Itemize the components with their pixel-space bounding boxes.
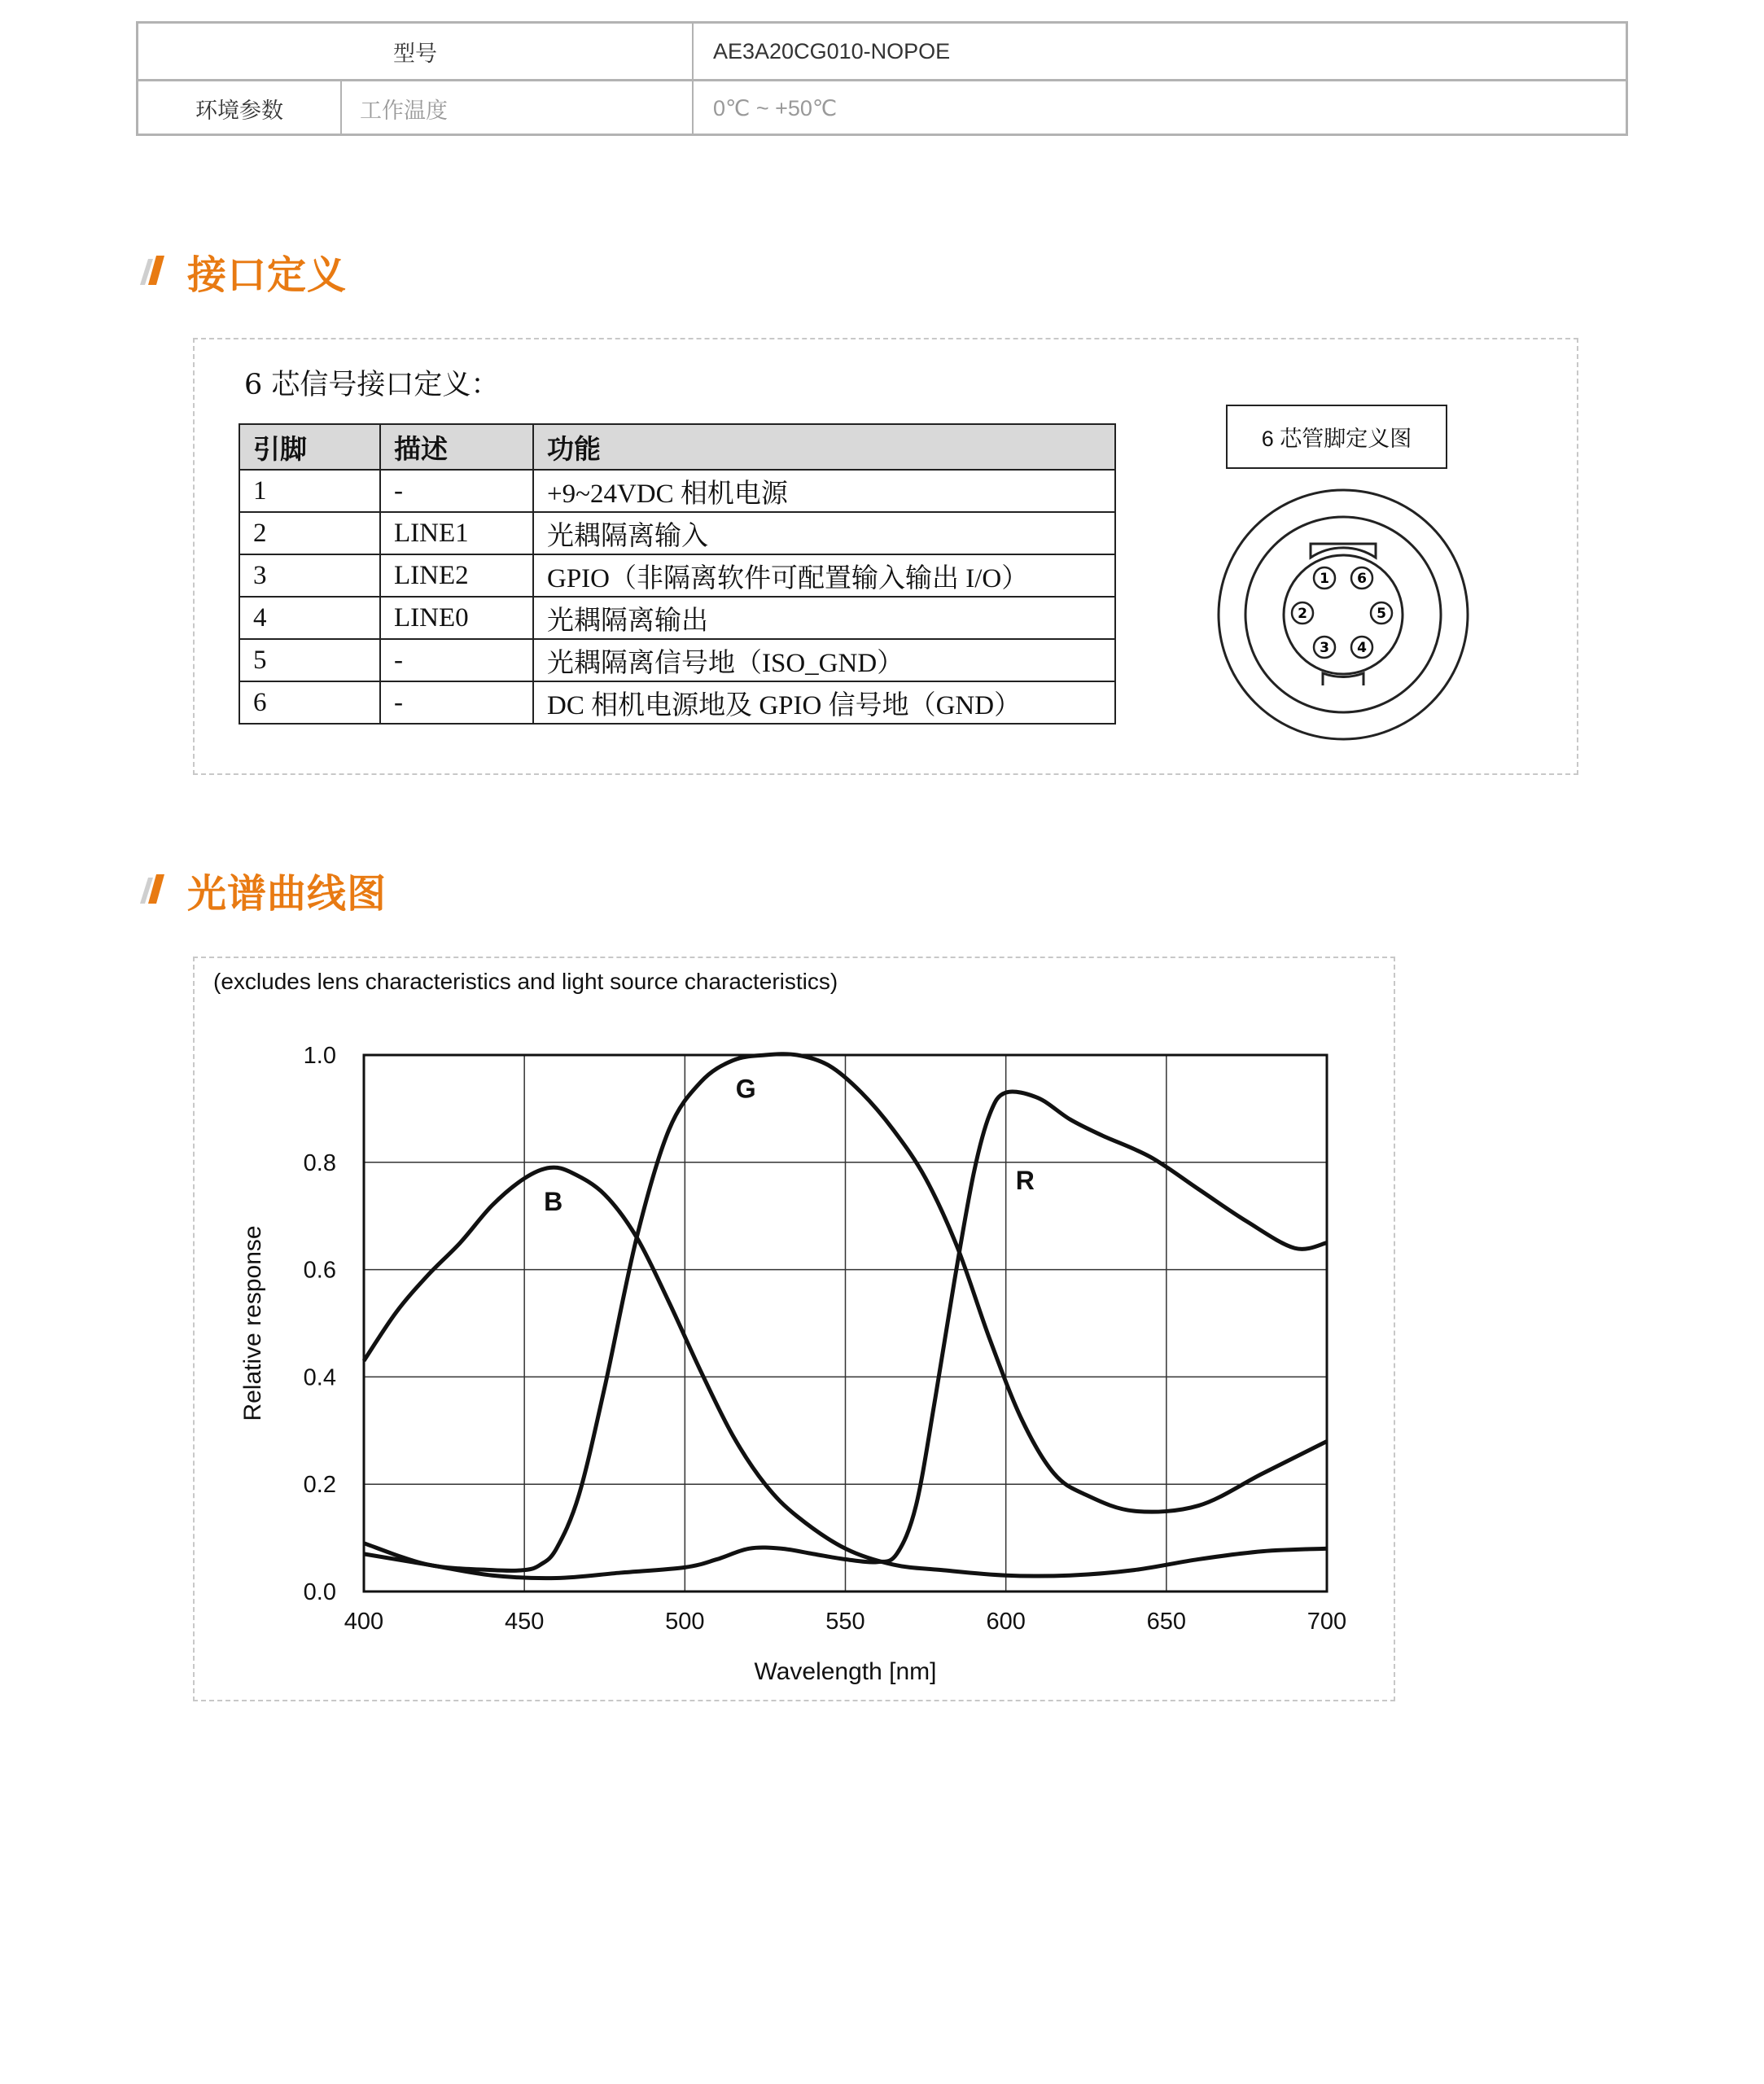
connector-pin-label: 3 xyxy=(1320,640,1329,656)
pin-desc: LINE2 xyxy=(380,554,533,597)
chart-note: (excludes lens characteristics and light source characteristics) xyxy=(213,969,838,994)
pin-table xyxy=(239,423,1116,725)
pin-caption: 6 芯信号接口定义： xyxy=(244,369,500,401)
y-tick-label: 1.0 xyxy=(303,1043,336,1069)
x-tick-label: 550 xyxy=(825,1609,865,1635)
connector-pin-label: 4 xyxy=(1357,640,1367,656)
spectral-response-chart xyxy=(204,1009,1376,1693)
y-tick-label: 0.2 xyxy=(303,1472,336,1499)
header-desc: 描述 xyxy=(380,424,533,470)
pin-desc: LINE1 xyxy=(380,512,533,554)
pin-func: 光耦隔离信号地（ISO_GND） xyxy=(533,639,1115,681)
pin-number: 6 xyxy=(239,681,380,724)
y-tick-label: 0.8 xyxy=(303,1149,336,1176)
temp-value: 0℃ ~ +50℃ xyxy=(713,95,838,120)
x-axis-label: Wavelength [nm] xyxy=(754,1658,937,1685)
connector-pin-label: 1 xyxy=(1320,571,1329,587)
divider xyxy=(340,81,342,136)
header-pin: 引脚 xyxy=(239,424,380,470)
env-label: 环境参数 xyxy=(195,98,283,123)
header-func: 功能 xyxy=(533,424,1115,470)
pin-func: 光耦隔离输入 xyxy=(533,512,1115,554)
spec-row-model xyxy=(138,24,1626,81)
section-title: 光谱曲线图 xyxy=(187,872,387,916)
spec-table xyxy=(136,21,1628,136)
table-row xyxy=(239,597,1115,639)
table-row xyxy=(239,681,1115,724)
section-heading-spectrum xyxy=(129,861,387,918)
series-annotation: G xyxy=(735,1074,756,1104)
x-tick-label: 400 xyxy=(344,1609,384,1635)
pin-desc: LINE0 xyxy=(380,597,533,639)
series-annotation: R xyxy=(1015,1165,1035,1195)
connector-pin xyxy=(1371,602,1392,624)
connector-pin xyxy=(1314,567,1335,589)
y-tick-label: 0.0 xyxy=(303,1579,336,1605)
pin-number: 4 xyxy=(239,597,380,639)
connector-pin-label: 5 xyxy=(1377,606,1386,622)
table-row xyxy=(239,554,1115,597)
series-annotation: B xyxy=(544,1187,563,1217)
pin-table-header xyxy=(239,424,1115,470)
model-label: 型号 xyxy=(393,41,437,66)
slash-accent-icon xyxy=(129,869,169,910)
connector-pin xyxy=(1314,637,1335,658)
pin-desc: - xyxy=(380,470,533,512)
y-tick-label: 0.6 xyxy=(303,1257,336,1284)
table-row xyxy=(239,639,1115,681)
pin-number: 2 xyxy=(239,512,380,554)
connector-pin xyxy=(1351,567,1372,589)
divider xyxy=(692,24,694,79)
connector-pin xyxy=(1292,602,1313,624)
pin-desc: - xyxy=(380,639,533,681)
x-tick-label: 700 xyxy=(1307,1609,1347,1635)
y-axis-label: Relative response xyxy=(239,1225,266,1421)
model-value: AE3A20CG010-NOPOE xyxy=(713,38,951,63)
x-tick-label: 600 xyxy=(986,1609,1026,1635)
slash-accent-icon xyxy=(129,251,169,291)
table-row xyxy=(239,512,1115,554)
connector-pin-diagram xyxy=(1213,484,1473,745)
spec-row-temperature xyxy=(138,81,1626,136)
pin-func: +9~24VDC 相机电源 xyxy=(533,470,1115,512)
section-heading-interface xyxy=(129,243,347,300)
pin-number: 3 xyxy=(239,554,380,597)
pin-func: DC 相机电源地及 GPIO 信号地（GND） xyxy=(533,681,1115,724)
connector-pin xyxy=(1351,637,1372,658)
x-tick-label: 450 xyxy=(504,1609,545,1635)
pin-number: 5 xyxy=(239,639,380,681)
pin-func: 光耦隔离输出 xyxy=(533,597,1115,639)
divider xyxy=(692,81,694,136)
pin-func: GPIO（非隔离软件可配置输入输出 I/O） xyxy=(533,554,1115,597)
connector-pin-label: 2 xyxy=(1298,606,1307,622)
pin-desc: - xyxy=(380,681,533,724)
section-title: 接口定义 xyxy=(187,253,348,297)
table-row xyxy=(239,470,1115,512)
connector-pin-label: 6 xyxy=(1357,571,1367,587)
x-tick-label: 500 xyxy=(665,1609,705,1635)
x-tick-label: 650 xyxy=(1146,1609,1187,1635)
temp-label: 工作温度 xyxy=(360,98,448,123)
pin-number: 1 xyxy=(239,470,380,512)
y-tick-label: 0.4 xyxy=(303,1364,336,1391)
connector-diagram-label: 6 芯管脚定义图 xyxy=(1226,405,1447,469)
